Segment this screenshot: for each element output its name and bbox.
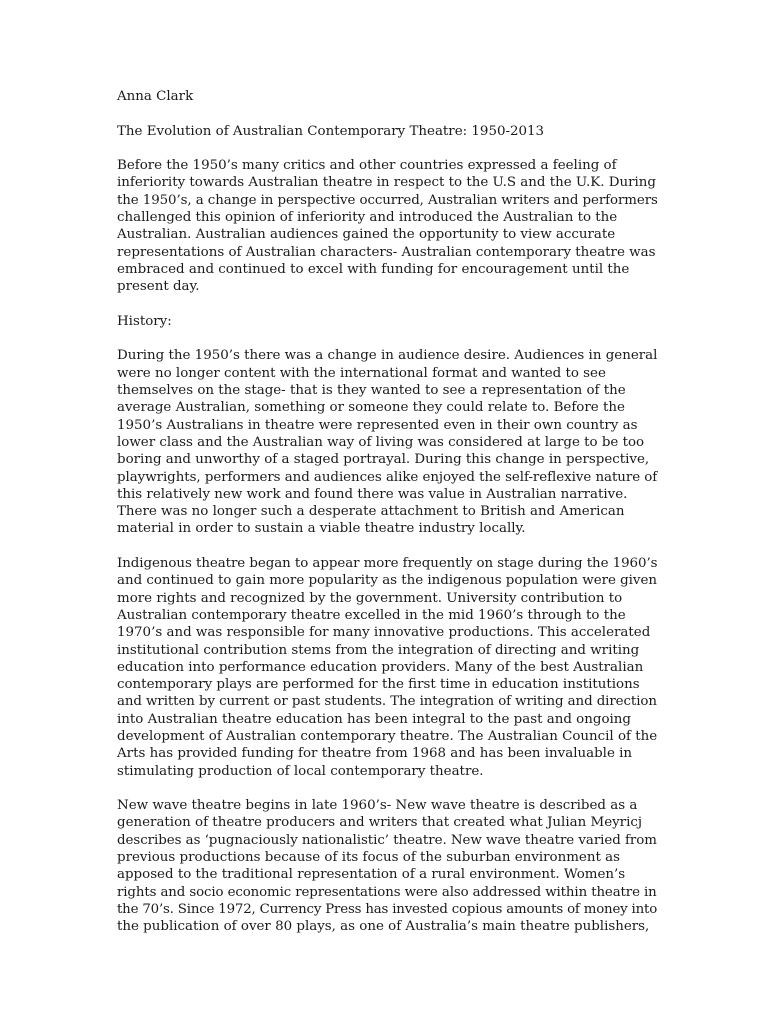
paragraph (117, 347, 657, 537)
text-line: and continued to gain more popularity as the indigenous population were given (117, 573, 657, 589)
text-line: representations of Australian characters- Australian contemporary theatre was (117, 244, 656, 260)
text-line: Indigenous theatre began to appear more frequently on stage during the 1960’s (117, 556, 658, 572)
text-line: average Australian, something or someone they could relate to. Before the (117, 400, 625, 416)
text-line: apposed to the traditional representation of a rural environment. Women’s (117, 867, 626, 883)
text-line: boring and unworthy of a staged portrayal. During this change in perspective, (117, 452, 650, 468)
document-body (117, 88, 657, 953)
text-line: 1970’s and was responsible for many innovative productions. This accelerated (117, 625, 651, 641)
text-line: the 70’s. Since 1972, Currency Press has invested copious amounts of money into (117, 901, 658, 917)
text-line: Arts has provided funding for theatre from 1968 and has been invaluable in (117, 746, 633, 762)
section-heading (117, 313, 657, 330)
text-line: There was no longer such a desperate attachment to British and American (117, 504, 625, 520)
text-line: this relatively new work and found there was value in Australian narrative. (117, 486, 628, 502)
text-line: development of Australian contemporary theatre. The Australian Council of the (117, 728, 658, 744)
paragraph (117, 157, 657, 295)
text-line: describes as ‘pugnaciously nationalistic’ theatre. New wave theatre varied from (117, 832, 657, 848)
document-title (117, 123, 657, 140)
text-line: rights and socio economic representations were also addressed within theatre in (117, 884, 657, 900)
text-line: and written by current or past students. The integration of writing and direction (117, 694, 657, 710)
text-line: more rights and recognized by the government. University contribution to (117, 590, 623, 606)
text-line: generation of theatre producers and writers that created what Julian Meyricj (117, 815, 643, 831)
text-line: challenged this opinion of inferiority and introduced the Australian to the (117, 210, 618, 226)
text-line: present day. (117, 279, 200, 295)
text-line: History: (117, 313, 172, 329)
text-line: stimulating production of local contemporary theatre. (117, 763, 484, 779)
paragraph (117, 797, 657, 935)
author-line: Anna Clark (117, 89, 194, 104)
text-line: themselves on the stage- that is they wanted to see a representation of the (117, 383, 626, 399)
text-line: Australian. Australian audiences gained the opportunity to view accurate (117, 227, 616, 243)
text-line: education into performance education providers. Many of the best Australian (117, 659, 644, 675)
text-line: playwrights, performers and audiences alike enjoyed the self-reflexive nature of (117, 469, 658, 485)
text-line: into Australian theatre education has been integral to the past and ongoing (117, 711, 631, 727)
title-line: The Evolution of Australian Contemporary Theatre: 1950-2013 (117, 123, 545, 139)
text-line: were no longer content with the international format and wanted to see (117, 365, 606, 381)
text-line: New wave theatre begins in late 1960’s- New wave theatre is described as a (117, 798, 638, 814)
text-line: 1950’s Australians in theatre were represented even in their own country as (117, 417, 638, 433)
text-line: contemporary plays are performed for the first time in education institutions (117, 677, 640, 693)
paragraphs (117, 157, 657, 935)
text-line: institutional contribution stems from the integration of directing and writing (117, 642, 640, 658)
text-line: material in order to sustain a viable theatre industry locally. (117, 521, 526, 537)
text-line: inferiority towards Australian theatre in respect to the U.S and the U.K. During (117, 175, 656, 191)
author-name (117, 88, 657, 105)
text-line: the 1950’s, a change in perspective occurred, Australian writers and performers (117, 192, 658, 208)
text-line: the publication of over 80 plays, as one of Australia’s main theatre publishers, (117, 919, 650, 935)
text-line: lower class and the Australian way of living was considered at large to be too (117, 434, 645, 450)
text-line: Before the 1950’s many critics and other countries expressed a feeling of (117, 158, 617, 174)
paragraph (117, 555, 657, 780)
text-line: During the 1950’s there was a change in audience desire. Audiences in general (117, 348, 658, 364)
text-line: embraced and continued to excel with funding for encouragement until the (117, 261, 630, 277)
text-line: Australian contemporary theatre excelled in the mid 1960’s through to the (117, 607, 626, 623)
text-line: previous productions because of its focus of the suburban environment as (117, 850, 620, 866)
